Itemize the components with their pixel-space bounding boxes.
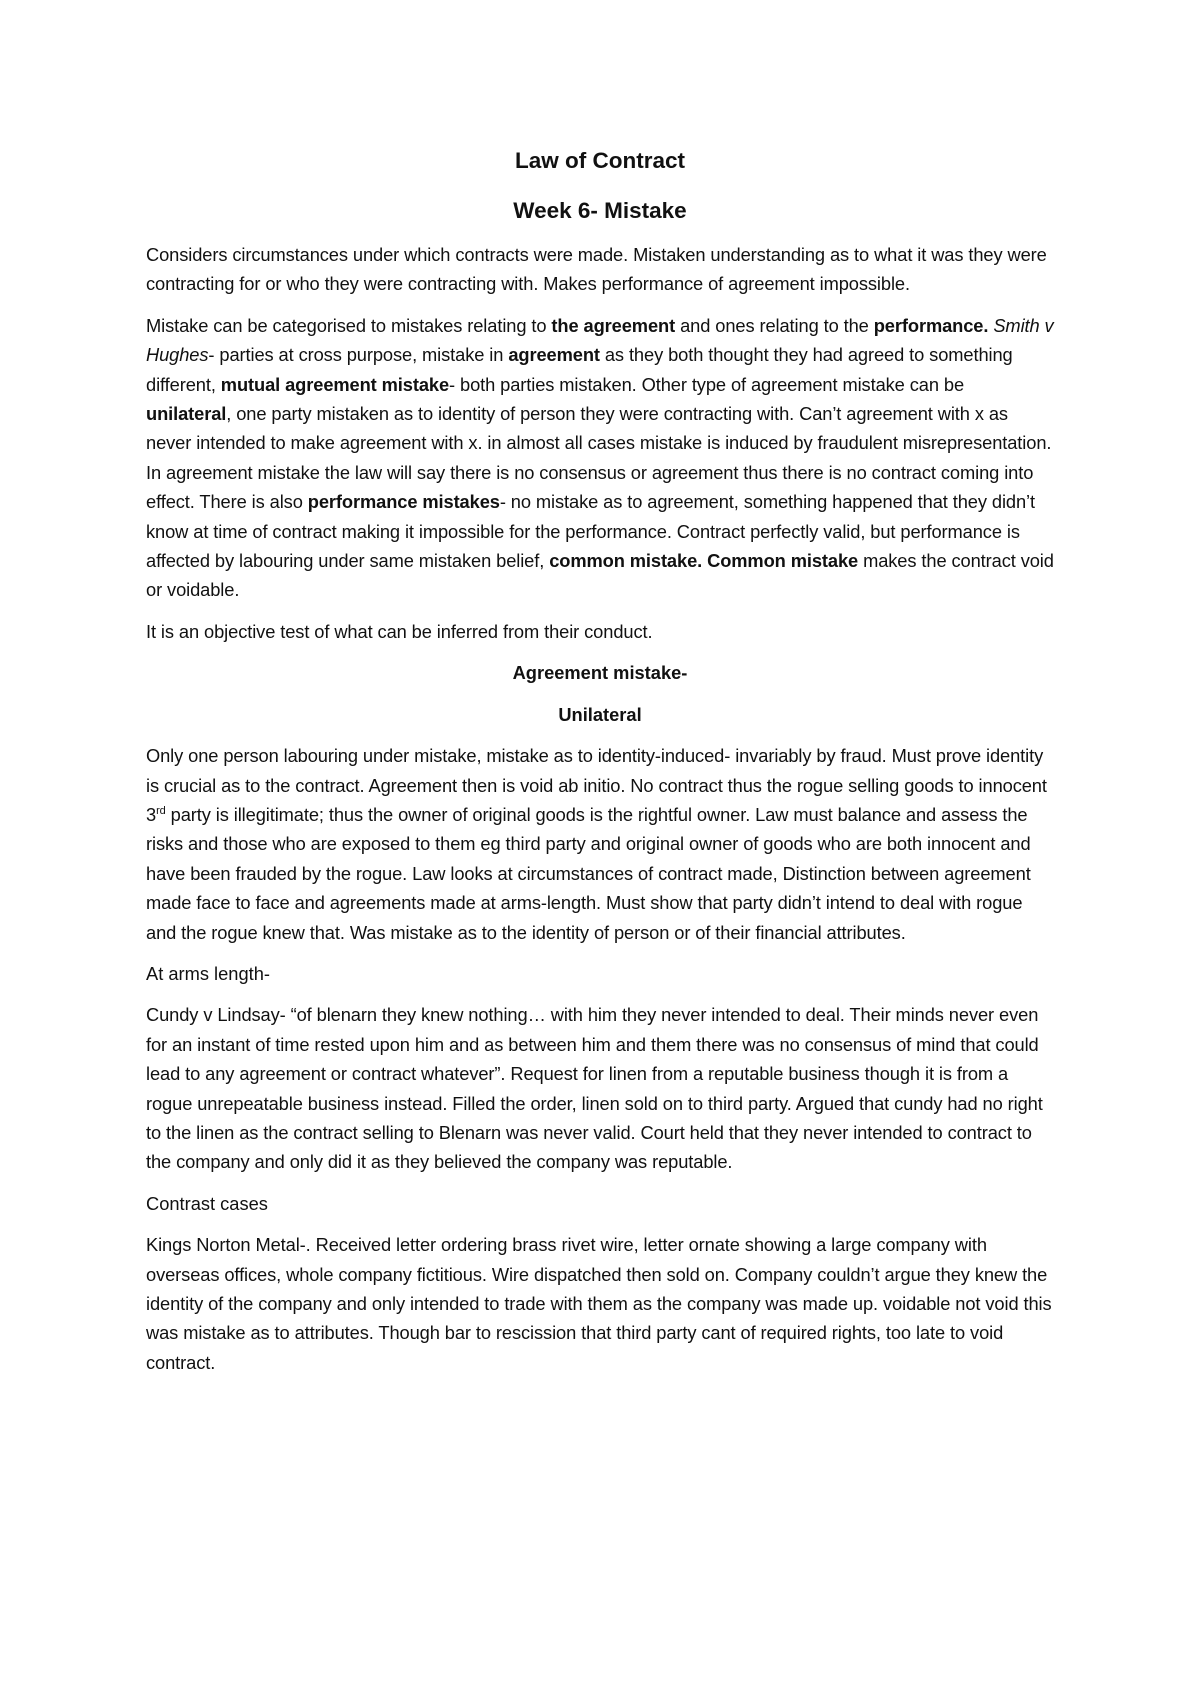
paragraph-categories <box>146 311 1054 605</box>
text-run: as they both thought they had agreed to something different, <box>146 344 1013 395</box>
paragraph-kings-norton-metal: Kings Norton Metal-. Received letter ordering brass rivet wire, letter ornate showing a large company with overseas offices, whole company fictitious. Wire dispatched then sold on. Company couldn’t argue they knew the identity of the company and only intended to trade with them as the company was made up. voidable not void this was mistake as to attributes. Though bar to rescission that third party cant of required rights, too late to void contract. <box>146 1234 1052 1373</box>
bold-term: performance. <box>873 314 989 336</box>
text-run: Mistake can be categorised to mistakes relating to <box>146 314 552 336</box>
superscript: rd <box>156 804 166 817</box>
case-name: Smith v Hughes <box>146 314 1054 366</box>
paragraph-intro: Considers circumstances under which contracts were made. Mistaken understanding as to what it was they were contracting for or who they were contracting with. Makes performance of agreement impossible. <box>146 244 1047 295</box>
paragraph-unilateral <box>146 741 1054 947</box>
text-run: - both parties mistaken. Other type of agreement mistake can be <box>449 373 965 395</box>
document-title: Law of Contract <box>514 148 685 173</box>
bold-term: common mistake. <box>549 550 703 572</box>
bold-term: unilateral <box>146 403 227 425</box>
bold-term: mutual agreement mistake <box>220 373 450 395</box>
bold-term: Common mistake <box>707 550 859 572</box>
bold-term: agreement <box>508 344 600 366</box>
text-run: - no mistake as to agreement, something happened that they didn’t know at time of contract making it impossible for the performance. Contract perfectly valid, but performance is affected by labouring under same mistaken belief, <box>146 491 1035 572</box>
document-body <box>146 146 1054 1389</box>
subheading-arms-length: At arms length- <box>146 962 270 984</box>
text-run: Only one person labouring under mistake, mistake as to identity-induced- invariably by fraud. Must prove identity is crucial as to the contract. Agreement then is void ab initio. No contract thus the rogue selling goods to innocent 3 <box>146 745 1047 825</box>
subheading-contrast-cases: Contrast cases <box>146 1192 268 1214</box>
document-subtitle: Week 6- Mistake <box>513 198 687 223</box>
bold-term: performance mistakes <box>307 491 500 513</box>
text-run: party is illegitimate; thus the owner of original goods is the rightful owner. Law must balance and assess the risks and those who are exposed to them eg third party and original owner of goods who are both innocent and have been frauded by the rogue. Law looks at circumstances of contract made, Distinction between agreement made face to face and agreements made at arms-length. Must show that party didn’t intend to deal with rogue and the rogue knew that. Was mistake as to the identity of person or of their financial attributes. <box>146 803 1031 943</box>
bold-term: the agreement <box>551 314 676 336</box>
section-heading-agreement-mistake: Agreement mistake- <box>512 662 688 684</box>
section-heading-unilateral: Unilateral <box>558 703 642 725</box>
text-run: makes the contract void or voidable. <box>146 550 1054 601</box>
paragraph-objective-test: It is an objective test of what can be inferred from their conduct. <box>146 620 653 642</box>
paragraph-cundy-v-lindsay: Cundy v Lindsay- “of blenarn they knew nothing… with him they never intended to deal. Their minds never even for an instant of time rested upon him and as between him and them there was no consensus of mind that could lead to any agreement or contract whatever”. Request for linen from a reputable business though it is from a rogue unrepeatable business instead. Filled the order, linen sold on to third party. Argued that cundy had no right to the linen as the contract selling to Blenarn was never valid. Court held that they never intended to contract to the company and only did it as they believed the company was reputable. <box>146 1004 1043 1173</box>
text-run: and ones relating to the <box>675 314 874 336</box>
text-run: , one party mistaken as to identity of person they were contracting with. Can’t agreement with x as never intended to make agreement with x. in almost all cases mistake is induced by fraudulent misrepresentation. In agreement mistake the law will say there is no consensus or agreement thus there is no contract coming into effect. There is also <box>146 403 1052 513</box>
text-run: - parties at cross purpose, mistake in <box>208 344 509 366</box>
